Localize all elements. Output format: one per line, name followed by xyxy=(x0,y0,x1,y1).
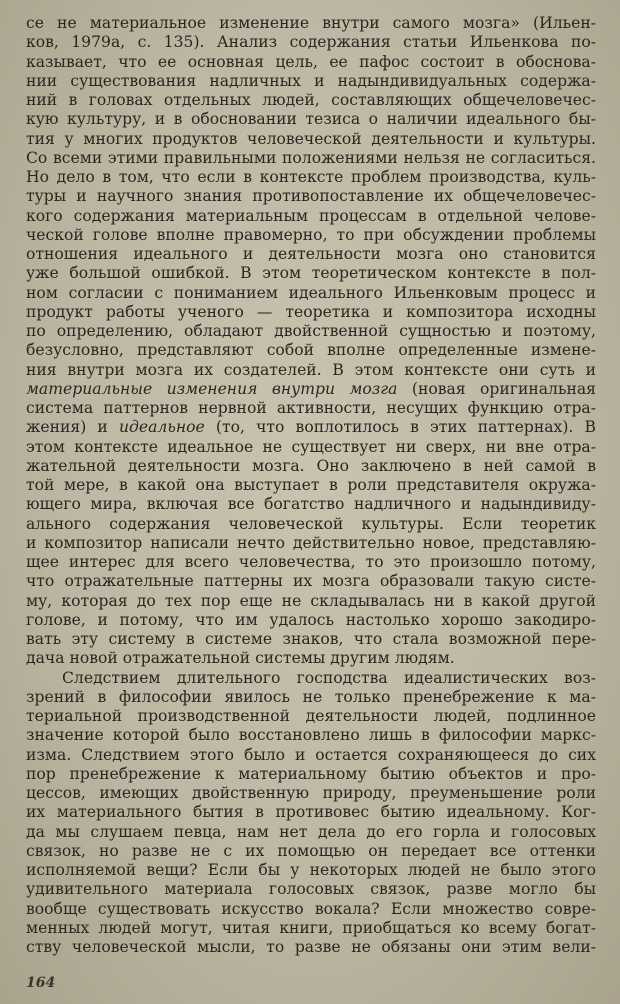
text-line xyxy=(26,418,596,437)
text-line xyxy=(26,707,596,726)
text-line xyxy=(26,515,596,534)
text-line xyxy=(26,611,596,630)
text-line xyxy=(26,284,596,303)
page-number: 164 xyxy=(26,975,56,991)
text-segment: (то, что воплотилось в этих паттернах). В xyxy=(204,418,596,437)
text-segment: тия у многих продуктов человеческой деятельности и культуры. xyxy=(26,129,596,148)
text-line xyxy=(26,861,596,880)
text-segment: зрений в философии явилось не только пренебрежение к ма- xyxy=(26,687,596,706)
text-line xyxy=(26,187,596,206)
text-segment: щее интерес для всего человечества, то это произошло потому, xyxy=(26,553,596,571)
text-line xyxy=(26,226,596,245)
text-segment: той мере, в какой она выступает в роли представителя окружа- xyxy=(26,476,596,494)
text-line xyxy=(26,765,596,784)
text-segment: кую культуру, и в обосновании тезиса о наличии идеального бы- xyxy=(26,110,596,129)
text-line xyxy=(26,476,596,495)
text-line xyxy=(26,438,596,457)
text-segment: Со всеми этими правильными положениями нельзя не согласиться. xyxy=(26,148,596,167)
text-segment: ния внутри мозга их создателей. В этом контексте они суть и xyxy=(26,360,596,379)
text-segment: этом контексте идеальное не существует ни сверх, ни вне отра- xyxy=(26,437,596,456)
text-segment: цессов, имеющих двойственную природу, преуменьшение роли xyxy=(26,784,596,802)
text-line xyxy=(26,457,596,476)
text-line xyxy=(26,14,596,33)
text-line xyxy=(26,168,596,187)
text-segment: нии существования надличных и надындивидуальных содержа- xyxy=(26,71,596,90)
text-segment: удивительного материала голосовых связок, разве могло бы xyxy=(26,880,596,899)
text-line xyxy=(26,149,596,168)
text-segment: Следствием длительного господства идеалистических воз- xyxy=(62,668,596,687)
text-line xyxy=(26,264,596,283)
text-segment: туры и научного знания противопоставление их общечеловечес- xyxy=(26,187,596,206)
text-segment: безусловно, представляют собой вполне определенные измене- xyxy=(26,341,596,360)
text-segment: и композитор написали нечто действительно новое, представляю- xyxy=(26,533,596,552)
text-line xyxy=(26,53,596,72)
text-line xyxy=(26,380,596,399)
text-line xyxy=(26,207,596,226)
text-line xyxy=(26,823,596,842)
text-segment: ального содержания человеческой культуры. Если теоретик xyxy=(26,514,596,533)
text-segment: да мы слушаем певца, нам нет дела до его горла и голосовых xyxy=(26,822,596,841)
text-segment: вообще существовать искусство вокала? Если множество совре- xyxy=(26,899,596,918)
text-segment: кого содержания материальным процессам в отдельной челове- xyxy=(26,206,596,225)
text-line xyxy=(26,553,596,572)
text-line xyxy=(26,245,596,264)
text-segment: по определению, обладают двойственной сущностью и поэтому, xyxy=(26,322,596,340)
text-segment: голове, и потому, что им удалось настолько хорошо закодиро- xyxy=(26,610,596,629)
text-segment: ческой голове вполне правомерно, то при обсуждении проблемы xyxy=(26,225,596,244)
text-segment: уже большой ошибкой. В этом теоретическом контексте в пол- xyxy=(26,264,596,283)
text-segment: му, которая до тех пор еще не складывалась ни в какой другой xyxy=(26,591,596,610)
text-segment: териальной производственной деятельности людей, подлинное xyxy=(26,707,596,725)
text-line xyxy=(26,341,596,360)
text-segment: значение которой было восстановлено лишь в философии маркс- xyxy=(26,726,596,745)
text-line xyxy=(26,919,596,938)
text-line xyxy=(26,399,596,418)
text-segment: ющего мира, включая все богатство надличного и надындивиду- xyxy=(26,495,596,514)
text-line xyxy=(26,110,596,129)
text-segment: (новая оригинальная xyxy=(397,379,596,398)
text-segment: изма. Следствием этого было и остается сохраняющееся до сих xyxy=(26,745,596,764)
text-segment: ству человеческой мысли, то разве не обязаны они этим вели- xyxy=(26,938,596,956)
text-line xyxy=(26,91,596,110)
text-line xyxy=(26,361,596,380)
text-segment: ном согласии с пониманием идеального Ильенковым процесс и xyxy=(26,283,596,302)
text-segment: ков, 1979а, с. 135). Анализ содержания статьи Ильенкова по- xyxy=(26,33,596,52)
text-segment: их материального бытия в противовес бытию идеальному. Ког- xyxy=(26,803,596,822)
text-line xyxy=(26,803,596,822)
text-segment: Но дело в том, что если в контексте проблем производства, куль- xyxy=(26,168,596,186)
text-line xyxy=(26,938,596,957)
text-line xyxy=(26,900,596,919)
text-line xyxy=(26,322,596,341)
text-segment: продукт работы ученого — теоретика и композитора исходны xyxy=(26,302,596,321)
text-segment: ний в головах отдельных людей, составляющих общечеловечес- xyxy=(26,91,596,109)
text-segment: отношения идеального и деятельности мозга оно становится xyxy=(26,245,596,263)
text-line xyxy=(26,726,596,745)
text-segment: пор пренебрежение к материальному бытию объектов и про- xyxy=(26,764,596,783)
text-line xyxy=(26,534,596,553)
text-segment: жения) и xyxy=(26,418,119,437)
text-line xyxy=(26,72,596,91)
text-segment: менных людей могут, читая книги, приобщаться ко всему богат- xyxy=(26,918,596,937)
page-body-text xyxy=(26,14,596,957)
text-line xyxy=(26,303,596,322)
text-segment: исполняемой вещи? Если бы у некоторых людей не было этого xyxy=(26,861,596,879)
text-segment: вать эту систему в системе знаков, что стала возможной пере- xyxy=(26,630,596,648)
text-segment: се не материальное изменение внутри самого мозга» (Ильен- xyxy=(26,14,596,32)
text-line xyxy=(26,33,596,52)
text-line xyxy=(26,130,596,149)
text-line xyxy=(26,688,596,707)
text-line xyxy=(26,649,596,668)
text-segment: казывает, что ее основная цель, ее пафос состоит в обоснова- xyxy=(26,52,596,71)
text-line xyxy=(26,746,596,765)
text-line xyxy=(26,572,596,591)
text-segment: система паттернов нервной активности, несущих функцию отра- xyxy=(26,399,596,417)
text-line xyxy=(26,784,596,803)
text-line xyxy=(26,630,596,649)
text-segment: что отражательные паттерны их мозга образовали такую систе- xyxy=(26,572,596,591)
text-segment: жательной деятельности мозга. Оно заключено в ней самой в xyxy=(26,456,596,475)
text-line xyxy=(26,669,596,688)
text-line xyxy=(26,592,596,611)
text-line xyxy=(26,880,596,899)
text-line xyxy=(26,842,596,861)
text-segment: связок, но разве не с их помощью он передает все оттенки xyxy=(26,841,596,860)
text-segment: дача новой отражательной системы другим людям. xyxy=(26,649,455,668)
italic-term: материальные изменения внутри мозга xyxy=(26,379,398,398)
italic-term: идеальное xyxy=(118,418,205,437)
text-line xyxy=(26,495,596,514)
